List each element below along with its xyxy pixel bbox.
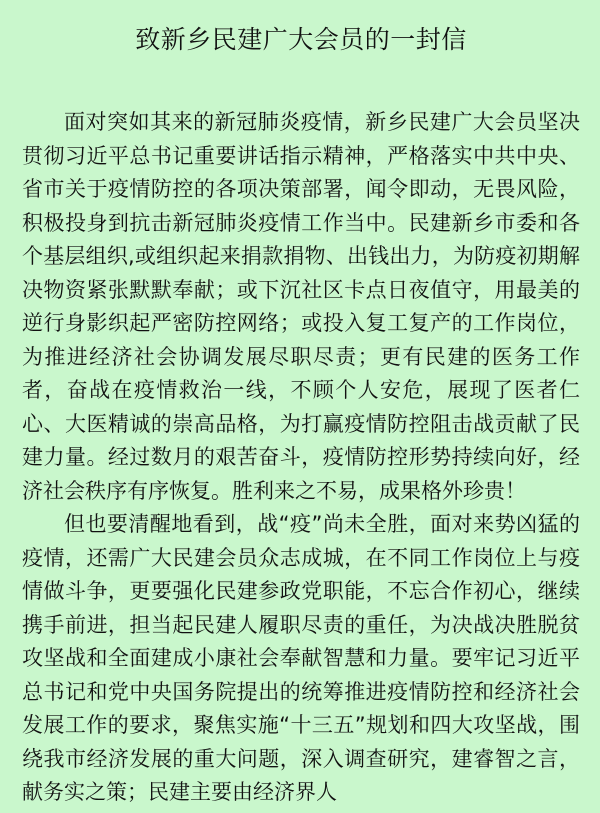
paragraph-2: 但也要清醒地看到，战“疫”尚未全胜，面对来势凶猛的疫情，还需广大民建会员众志成城，在不同工作岗位上与疫情做斗争，更要强化民建参政党职能，不忘合作初心，继续携手前进，担当起民建人履职尽责的重任，为决战决胜脱贫攻坚战和全面建成小康社会奉献智慧和力量。要牢记习近平总书记和党中央国务院提出的统筹推进疫情防控和经济社会发展工作的要求，聚焦实施“十三五”规划和四大攻坚战，围绕我市经济发展的重大问题，深入调查研究，建睿智之言，献务实之策；民建主要由经济界人 — [22, 512, 580, 804]
page-title: 致新乡民建广大会员的一封信 — [135, 25, 467, 54]
letter-body — [22, 106, 580, 810]
paragraph-1: 面对突如其来的新冠肺炎疫情，新乡民建广大会员坚决贯彻习近平总书记重要讲话指示精神，严格落实中共中央、省市关于疫情防控的各项决策部署，闻令即动，无畏风险，积极投身到抗击新冠肺炎疫情工作当中。民建新乡市委和各个基层组织,或组织起来捐款捐物、出钱出力，为防疫初期解决物资紧张默默奉献；或下沉社区卡点日夜值守，用最美的逆行身影织起严密防控网络；或投入复工复产的工作岗位，为推进经济社会协调发展尽职尽责；更有民建的医务工作者，奋战在疫情救治一线，不顾个人安危，展现了医者仁心、大医精诚的崇高品格，为打赢疫情防控阻击战贡献了民建力量。经过数月的艰苦奋斗，疫情防控形势持续向好，经济社会秩序有序恢复。胜利来之不易，成果格外珍贵！ — [22, 110, 580, 503]
